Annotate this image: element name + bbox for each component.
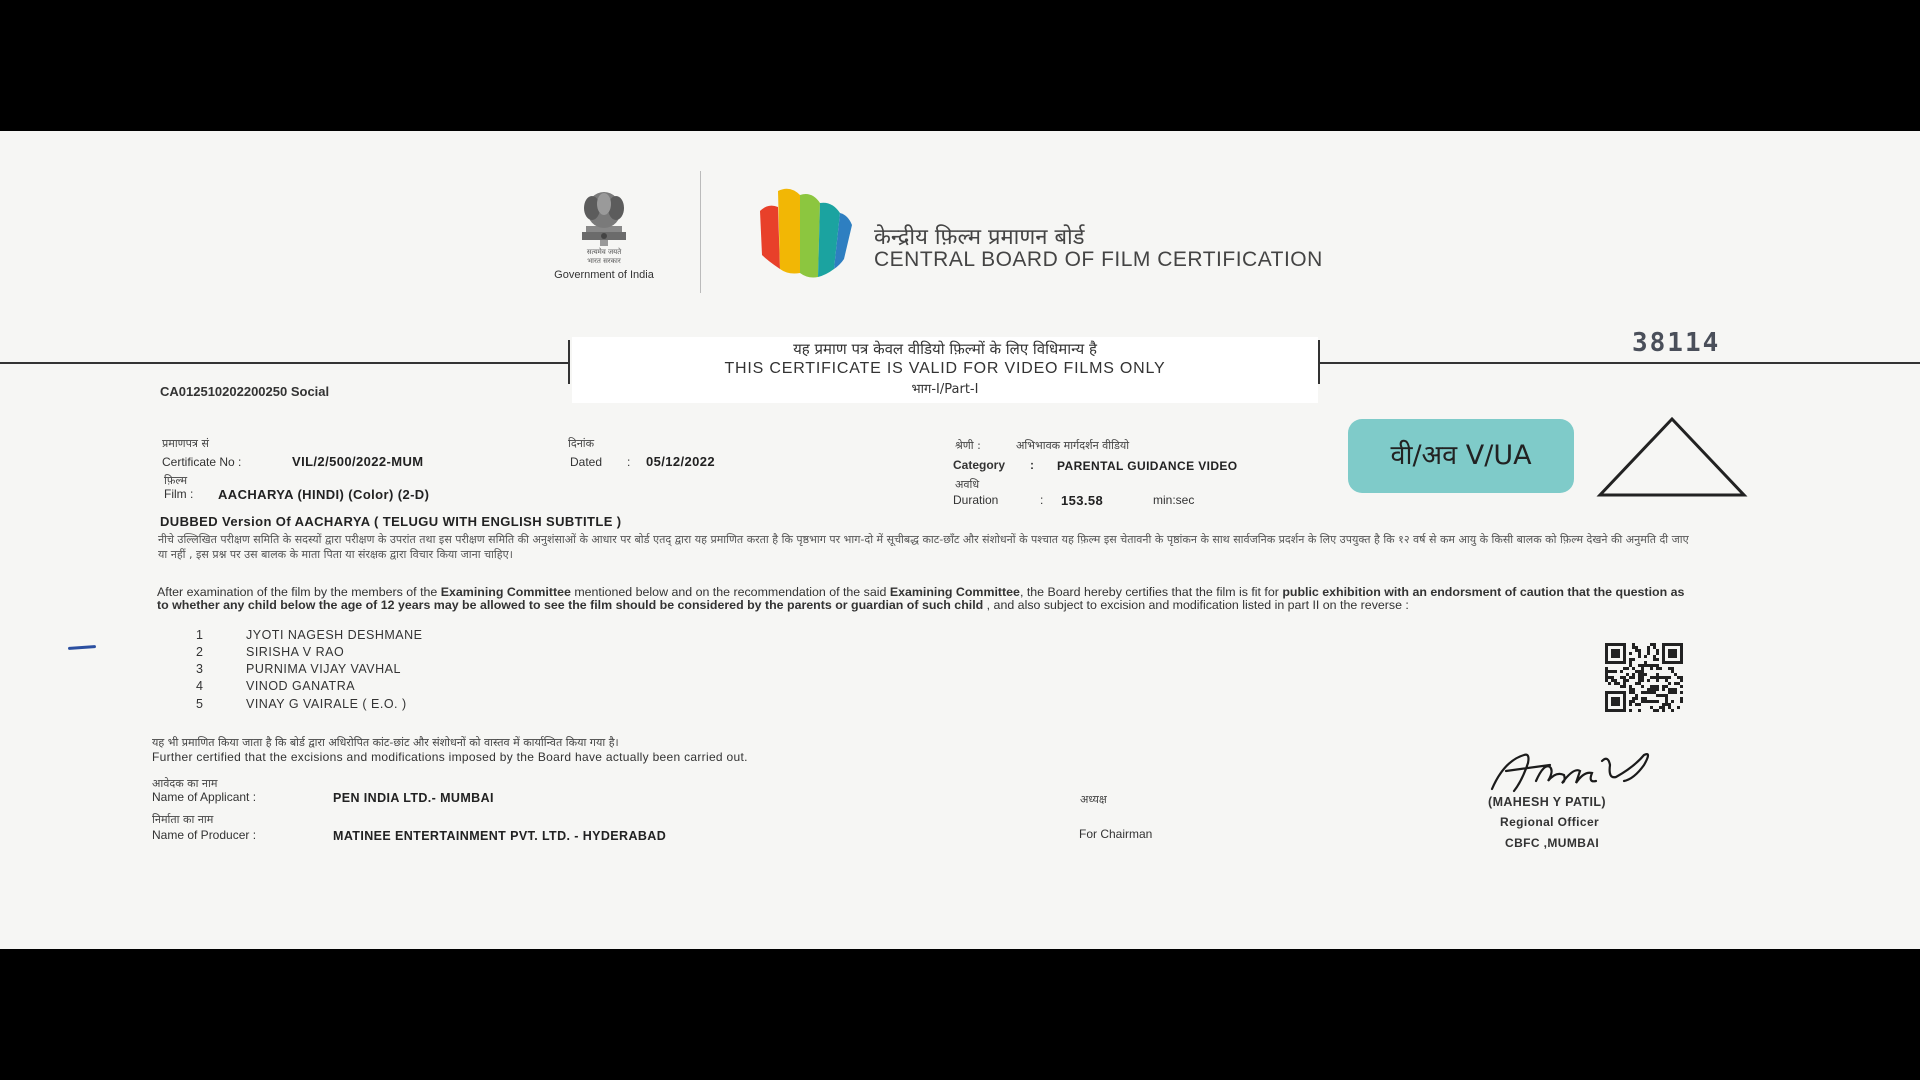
signatory-office: CBFC ,MUMBAI (1505, 836, 1600, 850)
banner-tick-left (568, 340, 570, 384)
duration-label: Duration (953, 493, 999, 507)
producer-value: MATINEE ENTERTAINMENT PVT. LTD. - HYDERABAD (333, 829, 667, 843)
emblem-country: भारत सरकार (587, 257, 621, 265)
validity-english: THIS CERTIFICATE IS VALID FOR VIDEO FILMS ONLY (724, 360, 1166, 377)
duration-unit: min:sec (1153, 493, 1195, 507)
validity-banner (572, 337, 1318, 403)
producer-label: Name of Producer : (152, 828, 257, 842)
applicant-label-hindi: आवेदक का नाम (152, 777, 218, 790)
cbfc-logo-icon (748, 181, 858, 281)
committee-member-name: JYOTI NAGESH DESHMANE (246, 628, 423, 642)
chairman-label-hindi: अध्यक्ष (1080, 793, 1107, 806)
further-certified-english: Further certified that the excisions and modifications imposed by the Board have actually been carried out. (152, 750, 748, 764)
paragraph-bold-2: Examining Committee (889, 585, 1020, 599)
committee-member-no: 4 (196, 679, 203, 693)
rating-badge: वी/अव V/UA (1348, 419, 1574, 493)
paragraph-text-2: mentioned below and on the recommendation of the said (570, 585, 890, 599)
part-label: भाग-I/Part-I (911, 382, 979, 397)
certification-paragraph-hindi: नीचे उल्लिखित परीक्षण समिति के सदस्यों द्वारा परीक्षण के उपरांत तथा इस परीक्षण समिति की अनुशंसाओं के आधार पर बोर्ड एतद् द्वारा यह प्रमाणित करता है कि पृष्ठभाग पर भाग-दो में सूचीबद्ध काट-छाँट और संशोधनों के पश्चात यह फ़िल्म इस चेतावनी के पृष्ठांकन के साथ सार्वजनिक प्रदर्शन के लिए उपयुक्त है कि १२ वर्ष से कम आयु के किसी बालक को फ़िल्म देखने की अनुमति दी जाए या नहीं , इस प्रश्न पर उस बालक के माता पिता या संरक्षक द्वारा विचार किया जाना चाहिए। (158, 533, 1689, 561)
category-colon: : (1030, 458, 1034, 472)
header-divider (700, 171, 701, 293)
board-name-hindi: केन्द्रीय फ़िल्म प्रमाणन बोर्ड (874, 225, 1085, 250)
committee-member-no: 2 (196, 645, 203, 659)
producer-label-hindi: निर्माता का नाम (152, 813, 214, 826)
committee-member-no: 3 (196, 662, 203, 676)
paragraph-bold-3: public exhibition with an endorsment of caution that the question as to whether any child below the age of 12 years may be allowed to see the film should be considered by the parents or guardian of such child (157, 585, 1685, 612)
date-label-hindi: दिनांक (568, 437, 595, 450)
signatory-designation: Regional Officer (1500, 815, 1600, 829)
certificate-serial: 38114 (1632, 328, 1721, 358)
paragraph-text-4: , and also subject to excision and modification listed in part II on the reverse : (983, 598, 1409, 612)
signatory-name: (MAHESH Y PATIL) (1488, 795, 1606, 809)
film-label-hindi: फ़िल्म (164, 474, 188, 487)
paragraph-text-3: , the Board hereby certifies that the film is fit for (1019, 585, 1283, 599)
committee-member-name: PURNIMA VIJAY VAVHAL (246, 662, 401, 676)
validity-hindi: यह प्रमाण पत्र केवल वीडियो फ़िल्मों के लिए विधिमान्य है (793, 340, 1097, 358)
date-value: 05/12/2022 (646, 454, 716, 469)
dubbed-version-line: DUBBED Version Of AACHARYA ( TELUGU WITH ENGLISH SUBTITLE ) (160, 514, 622, 529)
pencil-mark (68, 645, 96, 650)
duration-value: 153.58 (1061, 493, 1104, 508)
certificate-no-value: VIL/2/500/2022-MUM (292, 454, 424, 469)
date-label: Dated (570, 455, 603, 469)
government-emblem (534, 186, 674, 286)
certificate-no-label: Certificate No : (162, 455, 242, 469)
category-value-hindi: अभिभावक मार्गदर्शन वीडियो (1016, 439, 1130, 452)
reference-code: CA012510202200250 Social (160, 384, 330, 399)
further-certified-hindi: यह भी प्रमाणित किया जाता है कि बोर्ड द्वारा अधिरोपित कांट-छांट और संशोधनों को वास्तव में कार्यान्वित किया गया है। (152, 736, 619, 749)
banner-rule-left (0, 362, 570, 364)
signature-icon (1484, 741, 1664, 801)
paragraph-bold-1: Examining Committee (440, 585, 571, 599)
date-colon: : (627, 455, 631, 469)
certification-paragraph-english (157, 586, 1697, 612)
duration-colon: : (1040, 493, 1044, 507)
triangle-symbol-icon (1596, 415, 1748, 499)
emblem-motto: सत्यमेव जयते (586, 248, 622, 256)
committee-member-name: VINOD GANATRA (246, 679, 356, 693)
applicant-value: PEN INDIA LTD.- MUMBAI (333, 791, 494, 805)
film-value: AACHARYA (HINDI) (Color) (2-D) (218, 487, 430, 502)
certificate-document (0, 131, 1920, 949)
film-label: Film : (164, 487, 194, 501)
for-chairman-label: For Chairman (1079, 827, 1153, 841)
committee-member-no: 5 (196, 697, 203, 711)
committee-member-name: VINAY G VAIRALE ( E.O. ) (246, 697, 407, 711)
committee-member-no: 1 (196, 628, 203, 642)
banner-rule-right (1320, 362, 1920, 364)
committee-member-name: SIRISHA V RAO (246, 645, 345, 659)
certificate-no-label-hindi: प्रमाणपत्र सं (162, 437, 209, 450)
category-label: Category (953, 458, 1006, 472)
paragraph-text-1: After examination of the film by the members of the (157, 585, 441, 599)
banner-tick-right (1318, 340, 1320, 384)
category-value: PARENTAL GUIDANCE VIDEO (1057, 459, 1238, 473)
applicant-label: Name of Applicant : (152, 790, 257, 804)
ashoka-emblem-icon (574, 186, 634, 248)
board-name-english: CENTRAL BOARD OF FILM CERTIFICATION (874, 248, 1323, 271)
government-of-india-label: Government of India (554, 269, 654, 281)
category-label-hindi: श्रेणी : (955, 439, 981, 452)
duration-label-hindi: अवधि (955, 478, 980, 491)
qr-code-icon (1605, 643, 1685, 713)
